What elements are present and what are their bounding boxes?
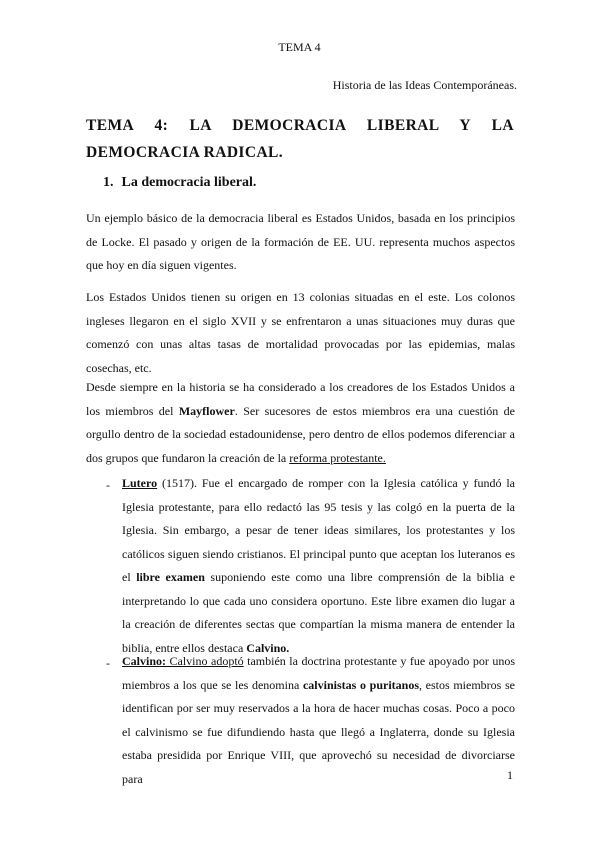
list-item-lutero — [122, 472, 515, 660]
calvino-text-b: , estos miembros se identifican por ser muy reservados a la hora de hacer muchas cosas. Poco a poco el calvinismo se fue difundiendo hasta que llegó a Inglaterra, donde su Iglesia estaba presidida por Enrique VIII, que aprovechó su necesidad de divorciarse para — [122, 677, 516, 786]
list-item-calvino — [122, 650, 515, 791]
document-page: TEMA 4 Historia de las Ideas Contemporáneas. TEMA 4: LA DEMOCRACIA LIBERAL Y LA DEMOCRACIA RADICAL. 1. La democracia liberal. Un ejemplo básico de la democracia liberal es Estados Unidos, basada en los principios de Locke. El pasado y origen de la formación de EE. UU. representa muchos aspectos que hoy en día siguen vigentes. Los Estados Unidos tienen su origen en 13 colonias situadas en el este. Los colonos ingleses llegaron en el siglo XVII y se enfrentaron a unas situaciones muy duras que comenzó con unas altas tasas de mortalidad provocadas por las epidemias, malas cosechas, etc. Desde siempre en la historia se ha considerado a los creadores de los Estados Unidos a los miembros del Mayflower. Ser sucesores de estos miembros era una cuestión de orgullo dentro de la sociedad estadounidense, pero dentro de ellos podemos diferenciar a dos grupos que fundaron la creación de la reforma protestante. - Lutero (1517). Fue el encargado de romper con la Iglesia católica y fundó la Iglesia protestante, para ello redactó las 95 tesis y las colgó en la puerta de la Iglesia. Sin embargo, a pesar de tener ideas similares, los protestantes y los católicos siguen siendo cristianos. El principal punto que aceptan los luteranos es el libre examen suponiendo este como una libre comprensión de la biblia e interpretando lo que cada uno considera oportuno. Este libre examen dio lugar a la creación de diferentes sectas que compartían la misma manera de entender la biblia, entre ellos destaca Calvino. - Calvino: Calvino adoptó también la doctrina protestante y fue apoyado por unos miembros a los que se les denomina calvinistas o puritanos, estos miembros se identifican por ser muy reservados a la hora de hacer muchas cosas. Poco a poco el calvinismo se fue difundiendo hasta que llegó a Inglaterra, donde su Iglesia estaba presidida por Enrique VIII, que aprovechó su necesidad de divorciarse para 1 — [0, 0, 599, 848]
section-number: 1. — [103, 175, 114, 190]
paragraph-3 — [86, 376, 515, 470]
document-title: TEMA 4: LA DEMOCRACIA LIBERAL Y LA DEMOCRACIA RADICAL. — [86, 117, 514, 161]
paragraph-3-text-a: Desde siempre en la historia se ha considerado a los creadores de los Estados Unidos a los miembros del — [86, 380, 515, 418]
calvinistas-term: calvinistas o puritanos — [302, 677, 420, 692]
calvino-text-a-rest: también la doctrina protestante y fue apoyado por unos miembros a los que se les denomina — [122, 654, 515, 692]
mayflower-term: Mayflower — [178, 403, 235, 418]
lutero-term: Lutero — [122, 476, 158, 490]
section-heading — [103, 175, 256, 191]
reforma-protestante-term: reforma protestante. — [289, 450, 386, 465]
header-course: Historia de las Ideas Contemporáneas. — [332, 78, 517, 92]
paragraph-3-text-b: . Ser sucesores de estos miembros era una cuestión de orgullo dentro de la sociedad estadounidense, pero dentro de ellos podemos diferenciar a dos grupos que fundaron la creación de la — [86, 403, 515, 465]
libre-examen-term: libre examen — [136, 570, 205, 584]
header-topic: TEMA 4 — [278, 40, 321, 54]
calvino-text-a: Calvino adoptó — [166, 654, 244, 668]
lutero-text-b: suponiendo este como una libre comprensión de la biblia e interpretando lo que cada uno considera oportuno. Este libre examen dio lugar a la creación de diferentes sectas que compartían la misma manera de entender la biblia, entre ellos destaca — [122, 570, 515, 655]
calvino-term: Calvino. — [246, 640, 290, 655]
paragraph-2: Los Estados Unidos tienen su origen en 13 colonias situadas en el este. Los colonos ingleses llegaron en el siglo XVII y se enfrentaron a unas situaciones muy duras que comenzó con unas altas tasas de mortalidad provocadas por las epidemias, malas cosechas, etc. — [86, 290, 515, 375]
section-title: La democracia liberal. — [121, 175, 257, 190]
calvino-heading-term: Calvino: — [122, 654, 167, 668]
paragraph-1: Un ejemplo básico de la democracia liberal es Estados Unidos, basada en los principios de Locke. El pasado y origen de la formación de EE. UU. representa muchos aspectos que hoy en día siguen vigentes. — [86, 211, 515, 272]
page-number: 1 — [507, 768, 513, 782]
lutero-text-a: (1517). Fue el encargado de romper con la Iglesia católica y fundó la Iglesia protestante, para ello redactó las 95 tesis y las colgó en la puerta de la Iglesia. Sin embargo, a pesar de tener ideas similares, los protestantes y los católicos siguen siendo cristianos. El principal punto que aceptan los luteranos es el — [122, 476, 515, 584]
